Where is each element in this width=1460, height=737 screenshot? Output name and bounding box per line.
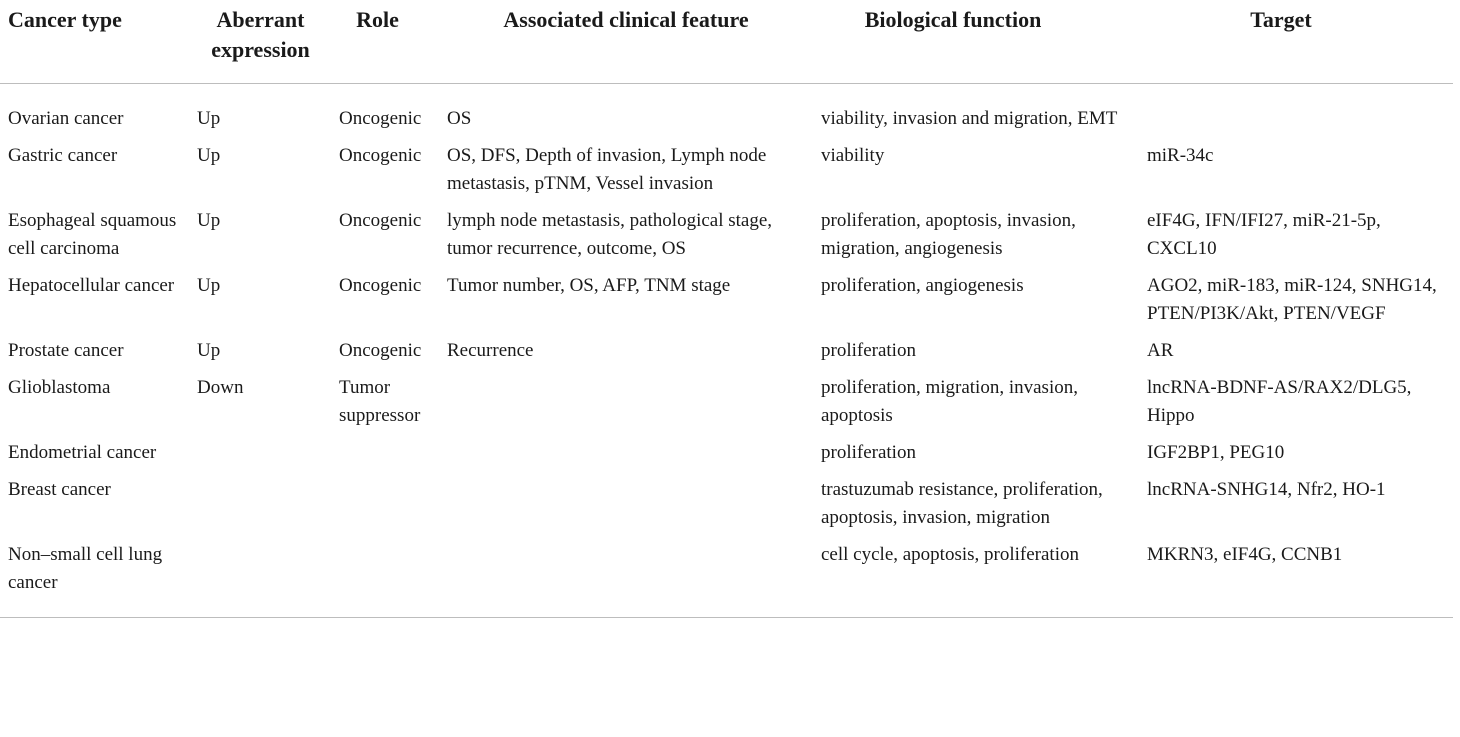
- cell-expression: [189, 439, 330, 476]
- cell-role: Oncogenic: [339, 145, 422, 166]
- cell-biological-function: proliferation: [821, 340, 916, 361]
- cell-target: AR: [1147, 340, 1174, 361]
- cell-target: lncRNA-SNHG14, Nfr2, HO-1: [1147, 479, 1386, 500]
- header-target: Target: [1133, 0, 1453, 84]
- cell-role: Oncogenic: [339, 108, 422, 129]
- cell-clinical-feature: OS: [447, 108, 472, 129]
- header-aberrant-expression: Aberrant expression: [189, 0, 330, 84]
- table-body: [0, 84, 1453, 618]
- cell-clinical-feature: OS, DFS, Depth of invasion, Lymph node metastasis, pTNM, Vessel invasion: [447, 145, 767, 194]
- cell-target: AGO2, miR-183, miR-124, SNHG14, PTEN/PI3K/Akt, PTEN/VEGF: [1147, 275, 1437, 324]
- cell-role: [330, 476, 439, 541]
- cell-expression: Up: [197, 108, 221, 129]
- table-header: [0, 0, 1453, 84]
- table-row: [0, 84, 1453, 143]
- cell-clinical-feature: Recurrence: [447, 340, 534, 361]
- header-clinical-feature: Associated clinical feature: [439, 0, 813, 84]
- cell-expression: [189, 541, 330, 618]
- cell-cancer-type: Ovarian cancer: [8, 108, 124, 129]
- cell-target: MKRN3, eIF4G, CCNB1: [1133, 541, 1453, 618]
- cell-role: Oncogenic: [339, 210, 422, 231]
- table-row: [0, 207, 1453, 272]
- table-row: [0, 476, 1453, 541]
- cell-biological-function: proliferation, apoptosis, invasion, migration, angiogenesis: [821, 210, 1076, 259]
- cell-cancer-type: Glioblastoma: [8, 377, 111, 398]
- table-row: [0, 337, 1453, 374]
- header-cancer-type: Cancer type: [0, 0, 189, 84]
- cell-role: [330, 439, 439, 476]
- cell-cancer-type: Gastric cancer: [8, 145, 118, 166]
- cell-clinical-feature: [439, 476, 813, 541]
- cell-biological-function: viability, invasion and migration, EMT: [821, 108, 1118, 129]
- cell-clinical-feature: [439, 541, 813, 618]
- cell-biological-function: trastuzumab resistance, proliferation, apoptosis, invasion, migration: [821, 479, 1103, 528]
- cell-role: Oncogenic: [339, 340, 422, 361]
- cell-target: IGF2BP1, PEG10: [1147, 442, 1285, 463]
- cell-target: [1133, 84, 1453, 143]
- cell-biological-function: proliferation: [821, 442, 916, 463]
- cell-role: Oncogenic: [339, 275, 422, 296]
- cell-expression: Up: [197, 210, 221, 231]
- cell-target: miR-34c: [1147, 145, 1214, 166]
- cell-expression: [189, 476, 330, 541]
- cell-role: [330, 541, 439, 618]
- cell-target: eIF4G, IFN/IFI27, miR-21-5p, CXCL10: [1147, 210, 1381, 259]
- cell-clinical-feature: [439, 374, 813, 439]
- table-row: [0, 142, 1453, 207]
- cell-target: lncRNA-BDNF-AS/RAX2/DLG5, Hippo: [1147, 377, 1412, 426]
- cell-expression: Up: [197, 145, 221, 166]
- header-role: Role: [330, 0, 439, 84]
- cell-clinical-feature: Tumor number, OS, AFP, TNM stage: [447, 275, 731, 296]
- cell-cancer-type: Endometrial cancer: [8, 442, 157, 463]
- cell-cancer-type: Breast cancer: [8, 479, 111, 500]
- cell-clinical-feature: [439, 439, 813, 476]
- table-row: [0, 439, 1453, 476]
- cell-biological-function: viability: [821, 145, 885, 166]
- table-row: [0, 541, 1453, 618]
- cell-expression: Up: [197, 275, 221, 296]
- cell-role: Tumor suppressor: [339, 377, 421, 426]
- cell-clinical-feature: lymph node metastasis, pathological stage, tumor recurrence, outcome, OS: [447, 210, 773, 259]
- cell-cancer-type: Esophageal squamous cell carcinoma: [8, 210, 177, 259]
- cell-biological-function: cell cycle, apoptosis, proliferation: [813, 541, 1133, 618]
- cell-cancer-type: Non–small cell lung cancer: [0, 541, 189, 618]
- cell-biological-function: proliferation, angiogenesis: [821, 275, 1024, 296]
- table-row: [0, 272, 1453, 337]
- table-row: [0, 374, 1453, 439]
- cell-cancer-type: Prostate cancer: [8, 340, 124, 361]
- cell-cancer-type: Hepatocellular cancer: [8, 275, 175, 296]
- header-biological-function: Biological function: [813, 0, 1133, 84]
- cell-expression: Up: [197, 340, 221, 361]
- cell-expression: Down: [197, 377, 244, 398]
- header-row: [0, 0, 1453, 84]
- cell-biological-function: proliferation, migration, invasion, apoptosis: [821, 377, 1078, 426]
